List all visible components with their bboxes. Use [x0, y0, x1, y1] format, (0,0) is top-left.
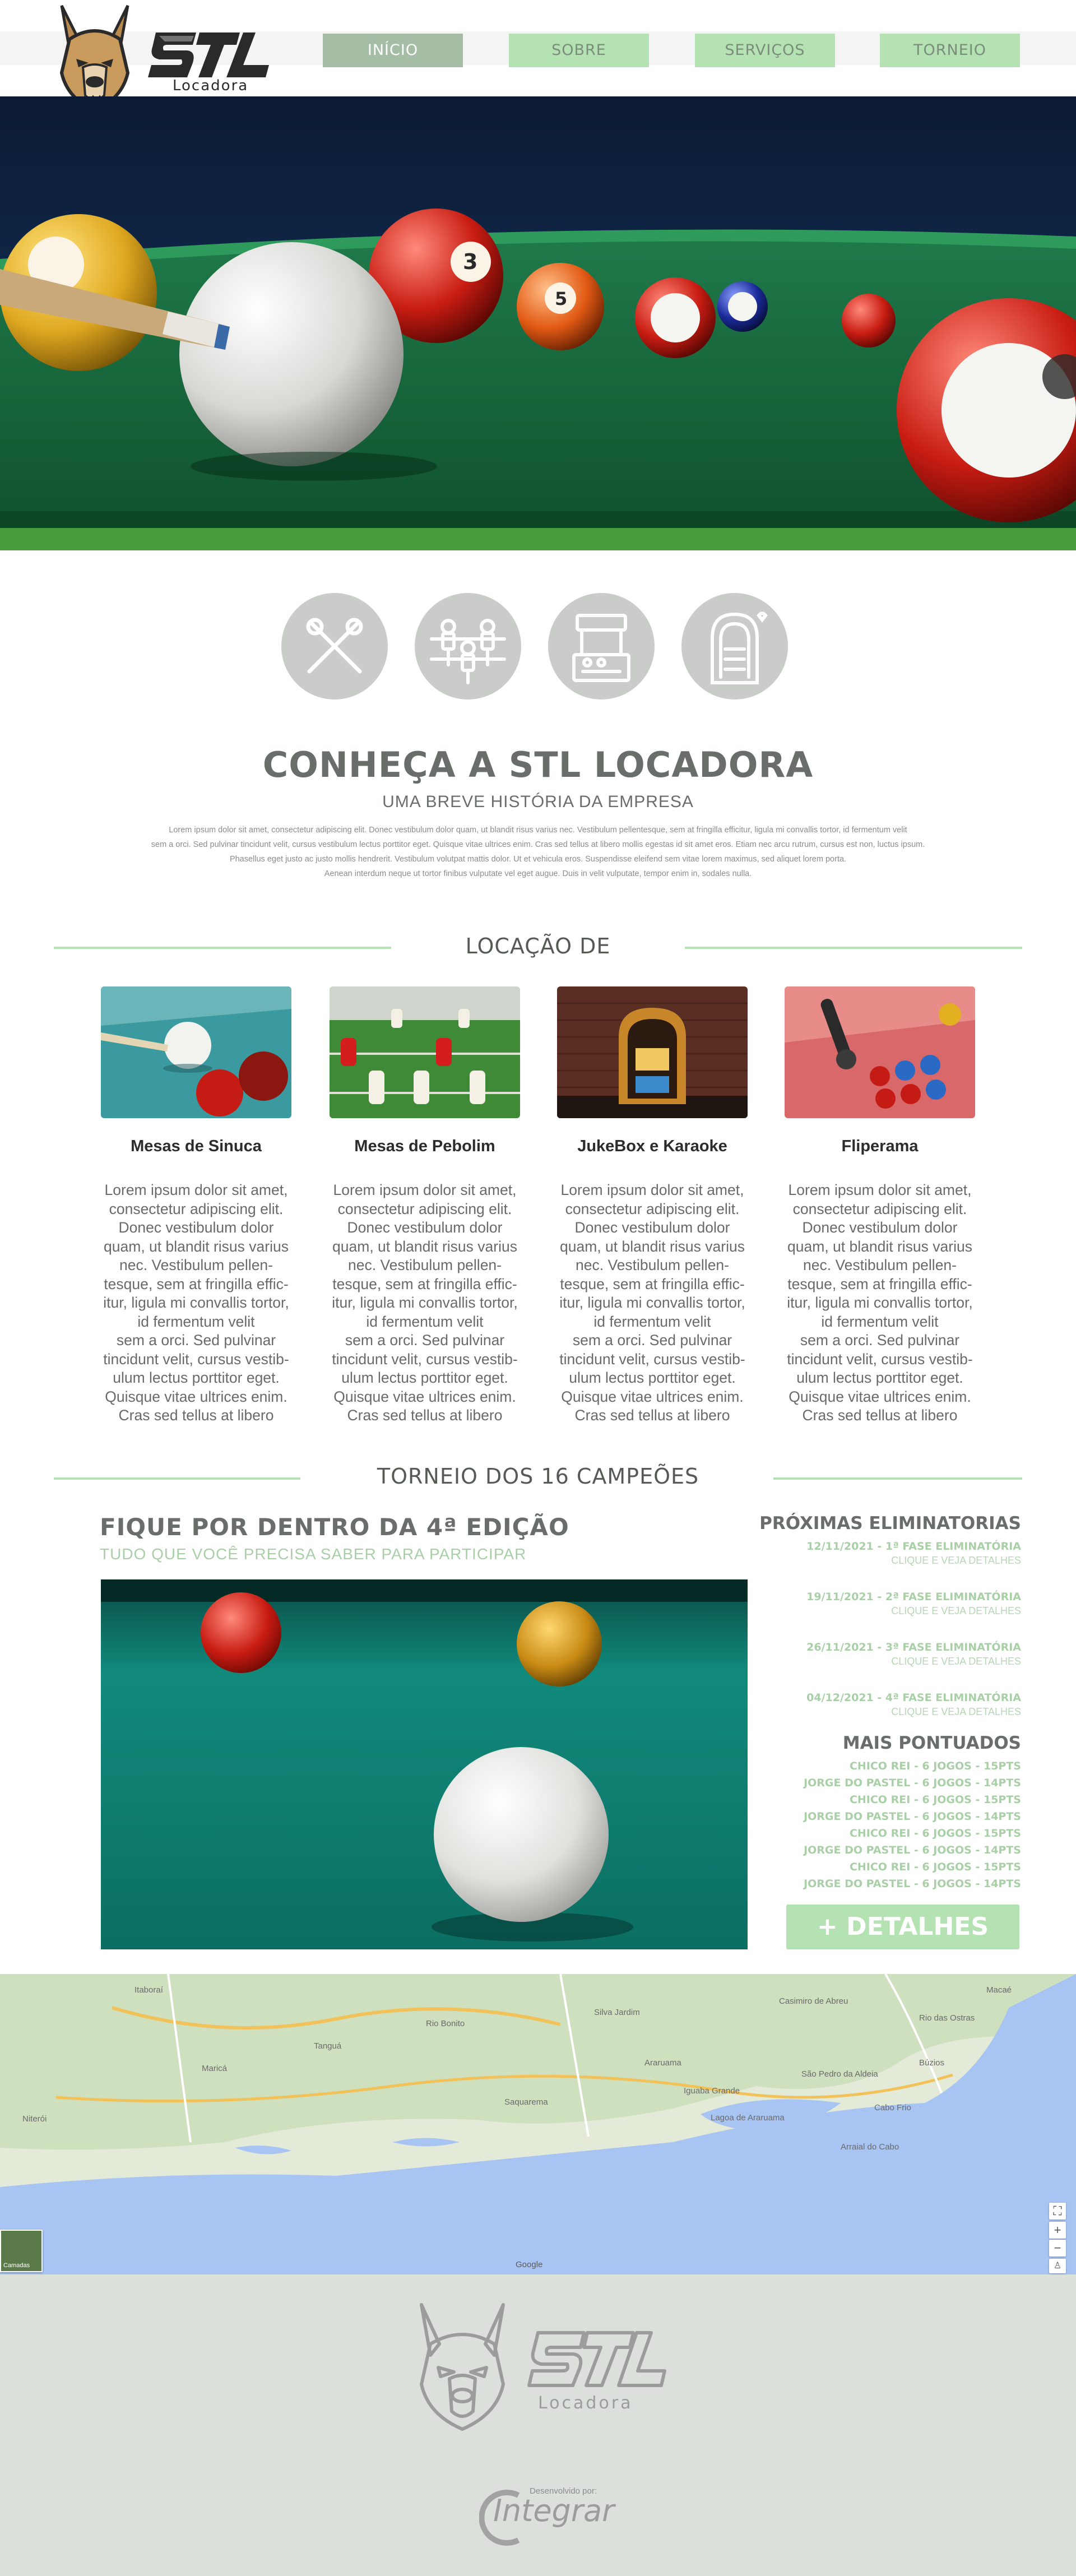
detalhes-button[interactable]: + DETALHES: [786, 1905, 1019, 1949]
card-title: JukeBox e Karaoke: [577, 1137, 727, 1155]
about-line: sem a orci. Sed pulvinar tincidunt velit, cursus vestibulum lectus porttitor eget. Quisque vitae ultrices enim. Cras sed tellus at libero mollis egestas id sit amet eros. Etiam nec arcu rutrum, cursus est non, luctus ipsum.: [151, 840, 925, 849]
pontuado-item: CHICO REI - 6 JOGOS - 15PTS: [849, 1794, 1021, 1806]
pontuado-item: JORGE DO PASTEL - 6 JOGOS - 14PTS: [804, 1810, 1021, 1823]
map-label: Silva Jardim: [594, 2008, 640, 2017]
map-label: Casimiro de Abreu: [779, 1996, 848, 2006]
about-line: Aenean interdum neque ut tortor finibus vulputate vel eget augue. Duis in velit vulputate, tempor enim in, sodales nulla.: [324, 869, 752, 878]
map-label: Maricá: [202, 2064, 228, 2073]
eliminatoria-item[interactable]: [763, 1640, 1021, 1668]
google-attribution: Google: [516, 2260, 543, 2269]
developer-label: Desenvolvido por:: [529, 2486, 597, 2496]
map-label: Arraial do Cabo: [841, 2142, 899, 2152]
footer-logo-subtitle: Locadora: [538, 2393, 633, 2413]
card-text: Lorem ipsum dolor sit amet, consectetur adipiscing elit. Donec vestibulum dolor quam, ut blandit risus varius nec. Vestibulum pellen- tesque, sem at fringilla effic- itur, ligula mi convallis tortor, id fermentum velit sem a orci. Sed pulvinar tincidunt velit, cursus vestib- ulum lectus porttitor eget. Quisque vitae ultrices enim. Cras sed tellus at libero: [332, 1182, 518, 1424]
map-label: Niterói: [22, 2114, 47, 2124]
nav-item-torneio[interactable]: TORNEIO: [880, 34, 1020, 67]
nav-item-servicos[interactable]: SERVIÇOS: [695, 34, 835, 67]
card-text: Lorem ipsum dolor sit amet, consectetur adipiscing elit. Donec vestibulum dolor quam, ut blandit risus varius nec. Vestibulum pellen- tesque, sem at fringilla effic- itur, ligula mi convallis tortor, id fermentum velit sem a orci. Sed pulvinar tincidunt velit, cursus vestib- ulum lectus porttitor eget. Quisque vitae ultrices enim. Cras sed tellus at libero: [103, 1182, 289, 1424]
map-layers-button[interactable]: [0, 2230, 43, 2272]
sinuca-image: [101, 986, 291, 1118]
about-line: Lorem ipsum dolor sit amet, consectetur adipiscing elit. Donec vestibulum dolor quam, ut blandit risus varius nec. Vestibulum pellentesque, sem at fringilla efficitur, ligula mi convallis tortor, id fermentum velit: [169, 826, 907, 835]
pontuado-item: CHICO REI - 6 JOGOS - 15PTS: [849, 1827, 1021, 1840]
pontuados-list: [741, 1758, 1021, 1892]
footer-logo[interactable]: [409, 2297, 667, 2437]
eliminatoria-item[interactable]: [763, 1590, 1021, 1618]
map-label: São Pedro da Aldeia: [801, 2069, 878, 2079]
card-text: Lorem ipsum dolor sit amet, consectetur adipiscing elit. Donec vestibulum dolor quam, ut blandit risus varius nec. Vestibulum pellen- tesque, sem at fringilla effic- itur, ligula mi convallis tortor, id fermentum velit sem a orci. Sed pulvinar tincidunt velit, cursus vestib- ulum lectus porttitor eget. Quisque vitae ultrices enim. Cras sed tellus at libero: [787, 1182, 973, 1424]
pontuado-item: JORGE DO PASTEL - 6 JOGOS - 14PTS: [804, 1844, 1021, 1856]
eliminatoria-link[interactable]: CLIQUE E VEJA DETALHES: [891, 1706, 1021, 1717]
map-zoom-in-button[interactable]: +: [1049, 2222, 1066, 2239]
pontuado-item: JORGE DO PASTEL - 6 JOGOS - 14PTS: [804, 1777, 1021, 1789]
map-label: Iguaba Grande: [684, 2086, 740, 2096]
map-layers-label: Camadas: [3, 2262, 30, 2269]
card-pebolim[interactable]: [330, 986, 520, 1425]
billiard-hero-image: [0, 96, 1076, 550]
card-text: Lorem ipsum dolor sit amet, consectetur adipiscing elit. Donec vestibulum dolor quam, ut blandit risus varius nec. Vestibulum pellen- tesque, sem at fringilla effic- itur, ligula mi convallis tortor, id fermentum velit sem a orci. Sed pulvinar tincidunt velit, cursus vestib- ulum lectus porttitor eget. Quisque vitae ultrices enim. Cras sed tellus at libero: [559, 1182, 745, 1424]
main-nav: [0, 34, 1076, 67]
svg-text:3: 3: [463, 249, 478, 274]
eliminatoria-date: 12/11/2021 - 1ª FASE ELIMINATÓRIA: [806, 1540, 1021, 1553]
eliminatoria-link[interactable]: CLIQUE E VEJA DETALHES: [891, 1605, 1021, 1616]
jukebox-icon: [681, 593, 788, 699]
card-fliperama[interactable]: [785, 986, 975, 1425]
dog-logo-outline-icon: [409, 2297, 667, 2437]
map-label: Tanguá: [314, 2041, 342, 2051]
eliminatoria-date: 04/12/2021 - 4ª FASE ELIMINATÓRIA: [806, 1692, 1021, 1704]
map-label: Rio Bonito: [426, 2019, 465, 2028]
torneio-title: TORNEIO DOS 16 CAMPEÕES: [377, 1464, 699, 1489]
map-label: Búzios: [919, 2058, 945, 2068]
pontuados-title: MAIS PONTUADOS: [842, 1733, 1021, 1753]
map-fullscreen-button[interactable]: ⛶: [1049, 2203, 1066, 2220]
about-paragraph: [92, 823, 984, 881]
eliminatorias-title: PRÓXIMAS ELIMINATORIAS: [759, 1513, 1021, 1533]
eliminatoria-item[interactable]: [763, 1690, 1021, 1718]
developer-brand[interactable]: Integrar: [493, 2493, 615, 2528]
hero-banner: [0, 96, 1076, 550]
torneio-image: [101, 1579, 748, 1949]
eliminatoria-date: 19/11/2021 - 2ª FASE ELIMINATÓRIA: [806, 1591, 1021, 1603]
eliminatoria-item[interactable]: [763, 1539, 1021, 1567]
pontuado-item: CHICO REI - 6 JOGOS - 15PTS: [849, 1760, 1021, 1772]
map-zoom-out-button[interactable]: −: [1049, 2240, 1066, 2257]
eliminatoria-link[interactable]: CLIQUE E VEJA DETALHES: [891, 1656, 1021, 1667]
map-embed[interactable]: [0, 1974, 1076, 2274]
map-label: Rio das Ostras: [919, 2013, 975, 2023]
nav-item-inicio[interactable]: INÍCIO: [323, 34, 463, 67]
map-label: Araruama: [644, 2058, 681, 2068]
pebolim-image: [330, 986, 520, 1118]
about-title: CONHEÇA A STL LOCADORA: [262, 744, 814, 785]
card-jukebox[interactable]: [557, 986, 748, 1425]
pontuado-item: JORGE DO PASTEL - 6 JOGOS - 14PTS: [804, 1878, 1021, 1890]
card-title: Fliperama: [841, 1137, 919, 1155]
map-label: Itaboraí: [134, 1985, 163, 1995]
jukebox-image: [557, 986, 748, 1118]
map-canvas: [0, 1974, 1076, 2274]
eliminatoria-date: 26/11/2021 - 3ª FASE ELIMINATÓRIA: [806, 1641, 1021, 1653]
map-label: Lagoa de Araruama: [711, 2113, 785, 2123]
card-sinuca[interactable]: [101, 986, 291, 1425]
map-label: Saquarema: [504, 2097, 548, 2107]
eliminatoria-link[interactable]: CLIQUE E VEJA DETALHES: [891, 1555, 1021, 1566]
logo-subtitle: Locadora: [173, 77, 249, 94]
billiard-cues-icon: [281, 593, 388, 699]
nav-item-sobre[interactable]: SOBRE: [509, 34, 649, 67]
map-label: Macaé: [986, 1985, 1012, 1995]
card-title: Mesas de Sinuca: [131, 1137, 262, 1155]
about-subtitle: UMA BREVE HISTÓRIA DA EMPRESA: [382, 793, 694, 811]
torneio-subheading: TUDO QUE VOCÊ PRECISA SABER PARA PARTICIPAR: [100, 1545, 527, 1563]
pontuado-item: CHICO REI - 6 JOGOS - 15PTS: [849, 1861, 1021, 1873]
fliperama-image: [785, 986, 975, 1118]
torneio-heading: FIQUE POR DENTRO DA 4ª EDIÇÃO: [100, 1513, 569, 1541]
svg-text:5: 5: [555, 288, 568, 309]
arcade-machine-icon: [548, 593, 655, 699]
locacao-title: LOCAÇÃO DE: [465, 934, 611, 958]
card-title: Mesas de Pebolim: [354, 1137, 495, 1155]
foosball-icon: [415, 593, 521, 699]
about-line: Phasellus eget justo ac justo mollis hendrerit. Vestibulum volutpat mattis dolor. Ut et vehicula eros. Suspendisse eleifend sem vitae lorem maximus, sed aliquet lorem porta.: [229, 855, 847, 864]
map-label: Cabo Frio: [874, 2103, 911, 2112]
pegman-icon[interactable]: ♙: [1049, 2259, 1066, 2273]
